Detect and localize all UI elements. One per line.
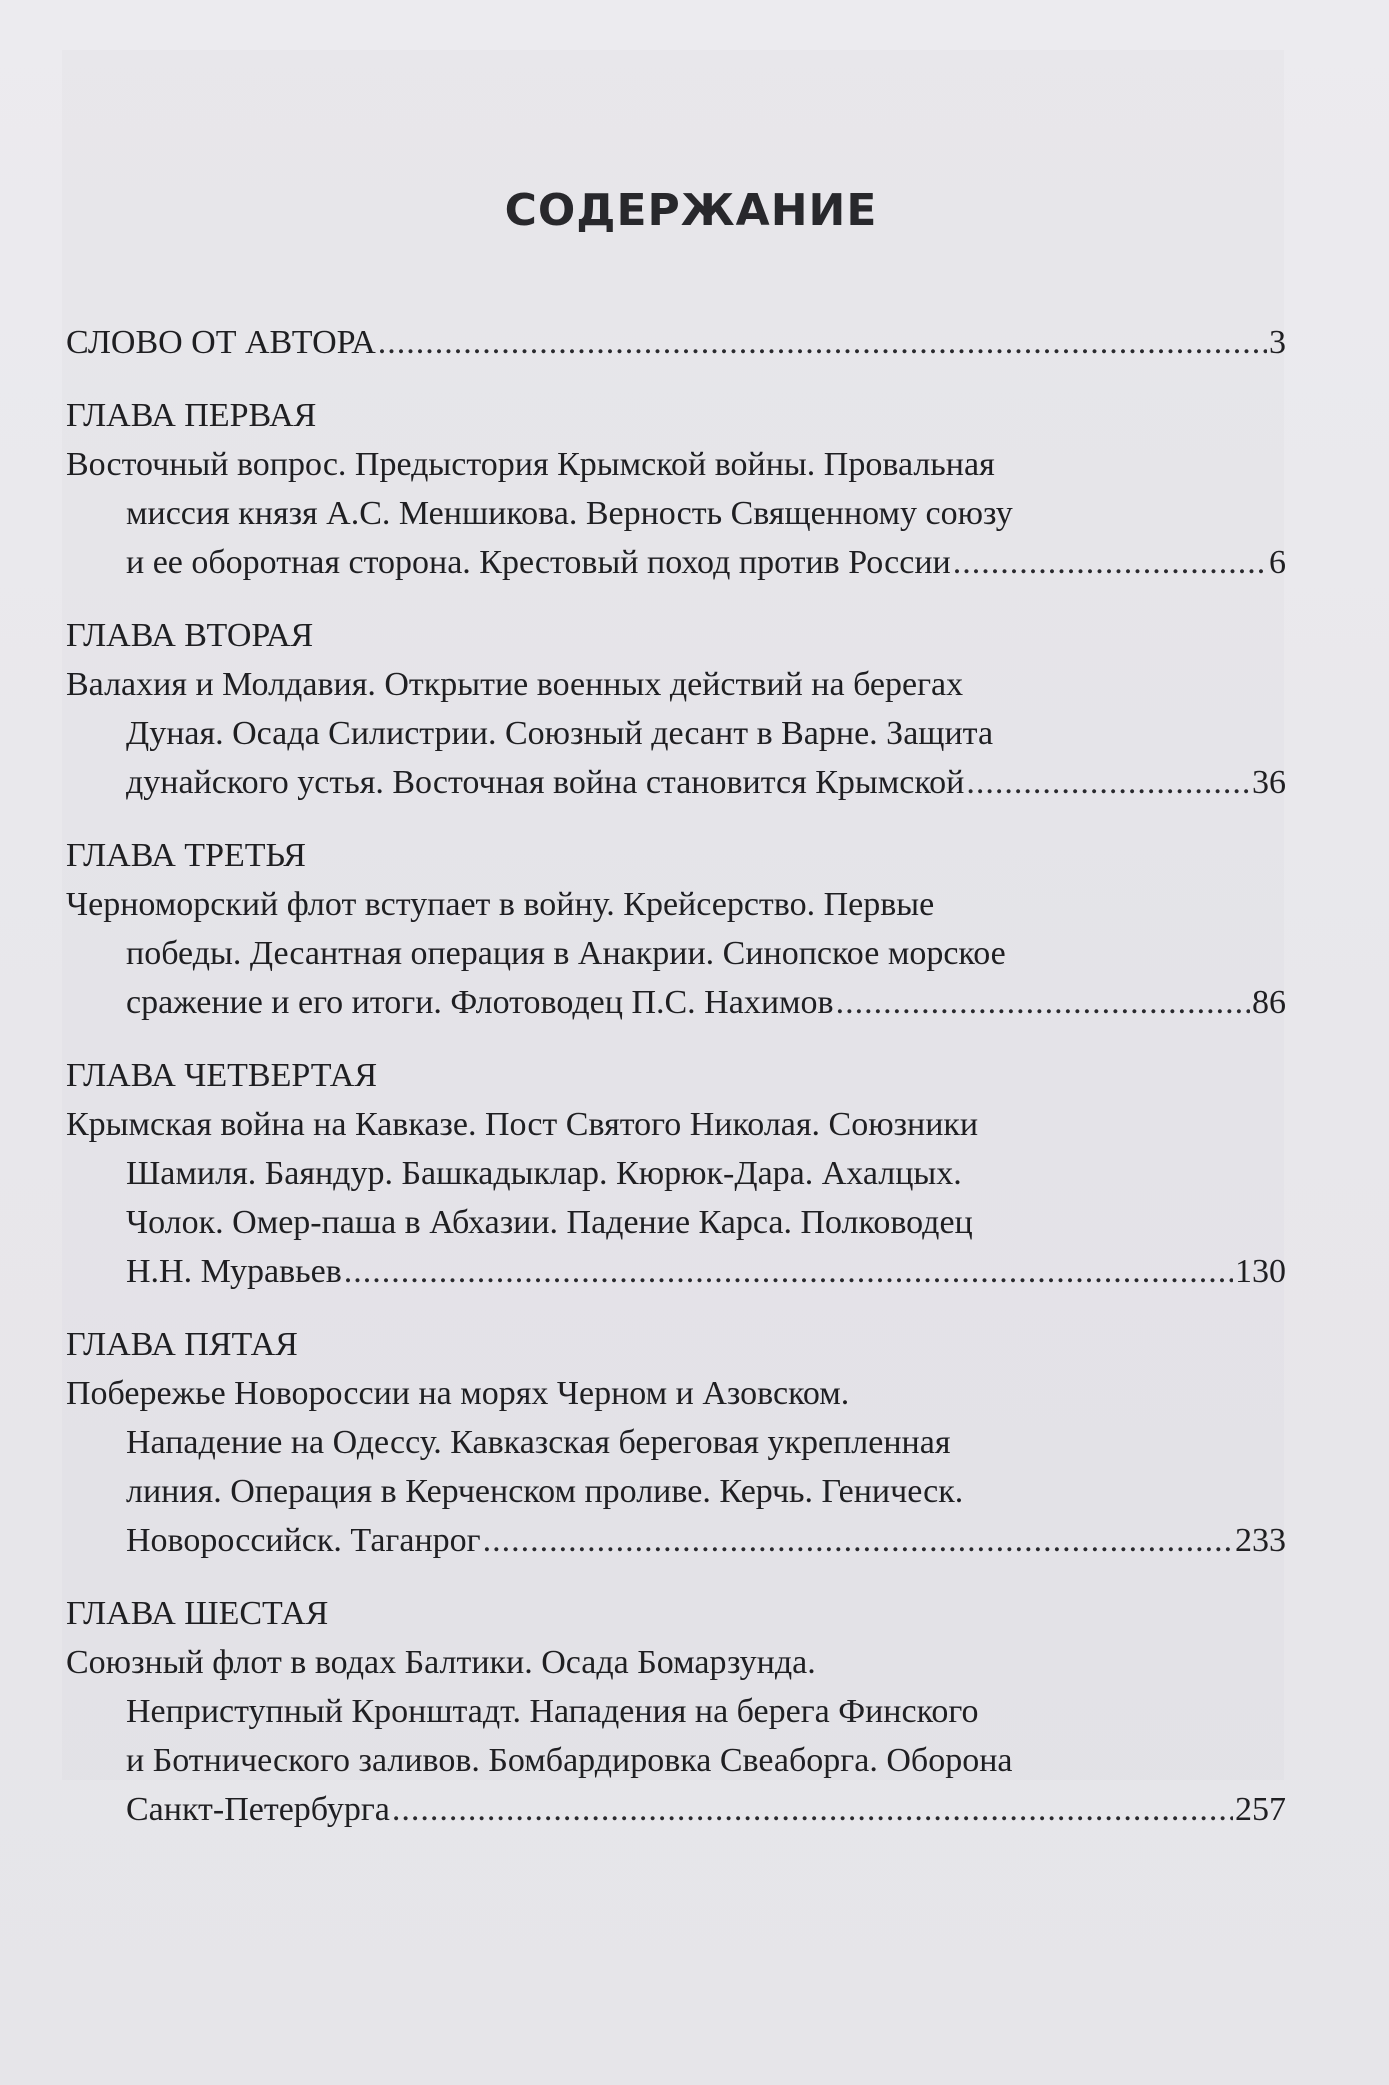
desc-line: Черноморский флот вступает в войну. Крейсерство. Первые bbox=[66, 886, 935, 923]
desc-line: линия. Операция в Керченском проливе. Керчь. Геническ. bbox=[126, 1473, 964, 1510]
desc-line: Союзный флот в водах Балтики. Осада Бомарзунда. bbox=[66, 1644, 816, 1681]
chapter-description bbox=[66, 1369, 1286, 1565]
leader-dots bbox=[392, 1785, 1233, 1834]
page-number: 86 bbox=[1252, 984, 1286, 1021]
desc-line: Неприступный Кронштадт. Нападения на берега Финского bbox=[126, 1693, 979, 1730]
table-of-contents bbox=[66, 185, 1286, 1834]
desc-line: дунайского устья. Восточная война становится Крымской bbox=[126, 764, 965, 801]
chapter-description bbox=[66, 440, 1286, 587]
desc-line: Н.Н. Муравьев bbox=[126, 1253, 342, 1290]
desc-line: победы. Десантная операция в Анакрии. Синопское морское bbox=[126, 935, 1006, 972]
page-number: 130 bbox=[1235, 1253, 1286, 1290]
page-number: 36 bbox=[1252, 764, 1286, 801]
leader-dots bbox=[378, 318, 1267, 367]
leader-dots bbox=[836, 978, 1250, 1027]
desc-line: и ее оборотная сторона. Крестовый поход против России bbox=[126, 544, 951, 581]
chapter-description bbox=[66, 1638, 1286, 1834]
entry-label: СЛОВО ОТ АВТОРА bbox=[66, 324, 376, 361]
leader-dots bbox=[966, 758, 1250, 807]
chapter-heading: ГЛАВА ПЯТАЯ bbox=[66, 1326, 298, 1363]
desc-line: Дуная. Осада Силистрии. Союзный десант в Варне. Защита bbox=[126, 715, 994, 752]
chapter-description bbox=[66, 660, 1286, 807]
desc-line: Нападение на Одессу. Кавказская береговая укрепленная bbox=[126, 1424, 951, 1461]
leader-dots bbox=[344, 1247, 1233, 1296]
chapter-heading: ГЛАВА ВТОРАЯ bbox=[66, 617, 314, 654]
chapter-heading: ГЛАВА ТРЕТЬЯ bbox=[66, 837, 306, 874]
desc-line: и Ботнического заливов. Бомбардировка Свеаборга. Оборона bbox=[126, 1742, 1013, 1779]
chapter-heading: ГЛАВА ШЕСТАЯ bbox=[66, 1595, 329, 1632]
toc-entry-intro bbox=[66, 318, 1286, 367]
desc-line: Крымская война на Кавказе. Пост Святого Николая. Союзники bbox=[66, 1106, 979, 1143]
desc-line: Восточный вопрос. Предыстория Крымской войны. Провальная bbox=[66, 446, 995, 483]
page-number: 6 bbox=[1269, 544, 1286, 581]
desc-line: сражение и его итоги. Флотоводец П.С. Нахимов bbox=[126, 984, 834, 1021]
chapter-description bbox=[66, 1100, 1286, 1296]
page-number: 3 bbox=[1269, 324, 1286, 361]
chapter-description bbox=[66, 880, 1286, 1027]
desc-line: Чолок. Омер-паша в Абхазии. Падение Карса. Полководец bbox=[126, 1204, 973, 1241]
leader-dots bbox=[953, 538, 1267, 587]
desc-line: Санкт-Петербурга bbox=[126, 1791, 390, 1828]
desc-line: миссия князя А.С. Меншикова. Верность Священному союзу bbox=[126, 495, 1013, 532]
page-number: 257 bbox=[1235, 1791, 1286, 1828]
page-title: СОДЕРЖАНИЕ bbox=[504, 185, 878, 236]
desc-line: Побережье Новороссии на морях Черном и Азовском. bbox=[66, 1375, 850, 1412]
desc-line: Новороссийск. Таганрог bbox=[126, 1522, 481, 1559]
leader-dots bbox=[483, 1516, 1233, 1565]
chapter-heading: ГЛАВА ПЕРВАЯ bbox=[66, 397, 317, 434]
page-number: 233 bbox=[1235, 1522, 1286, 1559]
desc-line: Валахия и Молдавия. Открытие военных действий на берегах bbox=[66, 666, 964, 703]
desc-line: Шамиля. Баяндур. Башкадыклар. Кюрюк-Дара. Ахалцых. bbox=[126, 1155, 962, 1192]
chapter-heading: ГЛАВА ЧЕТВЕРТАЯ bbox=[66, 1057, 378, 1094]
